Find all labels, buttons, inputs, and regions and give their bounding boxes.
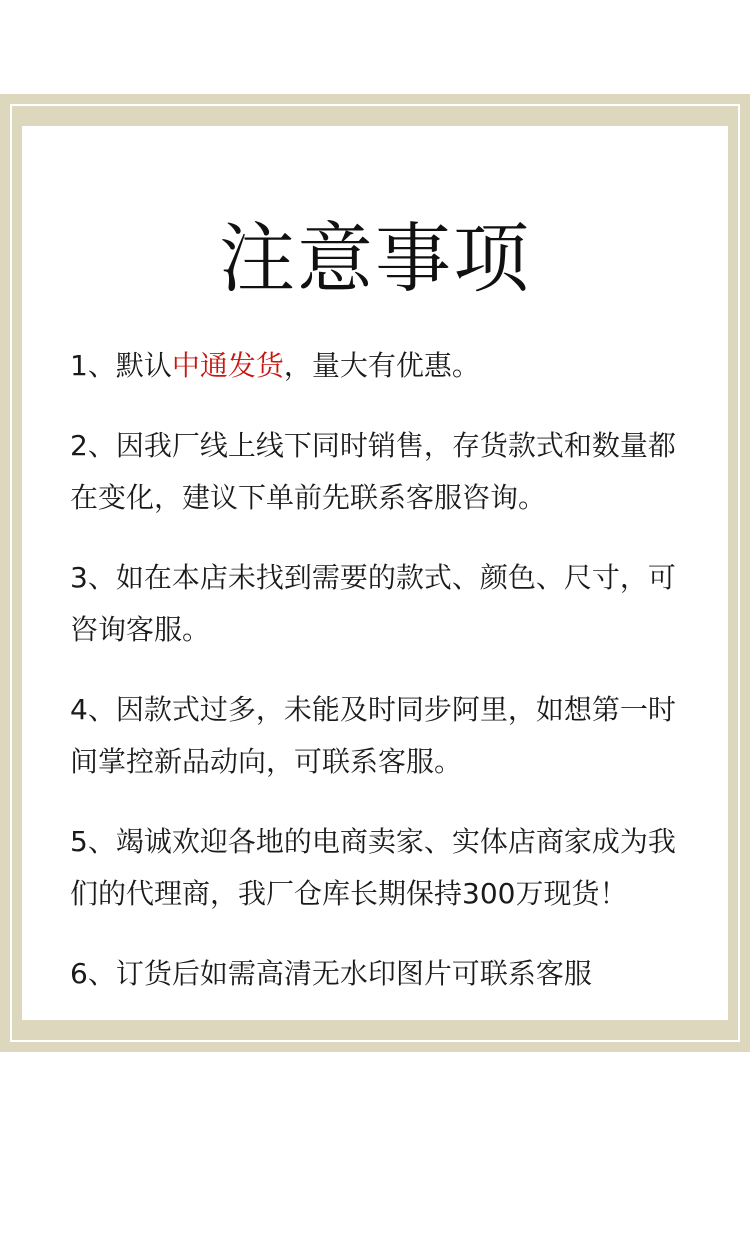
note-text: 订货后如需高清无水印图片可联系客服 bbox=[115, 957, 592, 990]
note-item-1 bbox=[70, 340, 690, 392]
notice-frame bbox=[0, 94, 750, 1052]
note-number: 4、 bbox=[70, 693, 116, 726]
note-item-3 bbox=[70, 552, 690, 656]
note-item-4 bbox=[70, 684, 690, 788]
note-item-5 bbox=[70, 816, 690, 920]
notice-panel bbox=[22, 126, 728, 1020]
page-title: 注意事项 bbox=[219, 214, 531, 303]
note-text: 因款式过多，未能及时同步阿里，如想第一时间掌控新品动向，可联系客服。 bbox=[70, 693, 676, 778]
note-item-2 bbox=[70, 420, 690, 524]
note-item-6 bbox=[70, 948, 690, 1000]
shipping-carrier-highlight: 中通发货 bbox=[171, 349, 284, 382]
note-number: 1、 bbox=[70, 349, 116, 382]
note-text: ，量大有优惠。 bbox=[283, 349, 480, 382]
note-number: 5、 bbox=[70, 825, 116, 858]
note-number: 2、 bbox=[70, 429, 116, 462]
note-text: 默认 bbox=[115, 349, 172, 382]
note-text: 竭诚欢迎各地的电商卖家、实体店商家成为我们的代理商，我厂仓库长期保持300万现货！ bbox=[70, 825, 676, 910]
note-text: 如在本店未找到需要的款式、颜色、尺寸，可咨询客服。 bbox=[70, 561, 676, 646]
note-number: 3、 bbox=[70, 561, 116, 594]
note-number: 6、 bbox=[70, 957, 116, 990]
note-text: 因我厂线上线下同时销售，存货款式和数量都在变化，建议下单前先联系客服咨询。 bbox=[70, 429, 676, 514]
